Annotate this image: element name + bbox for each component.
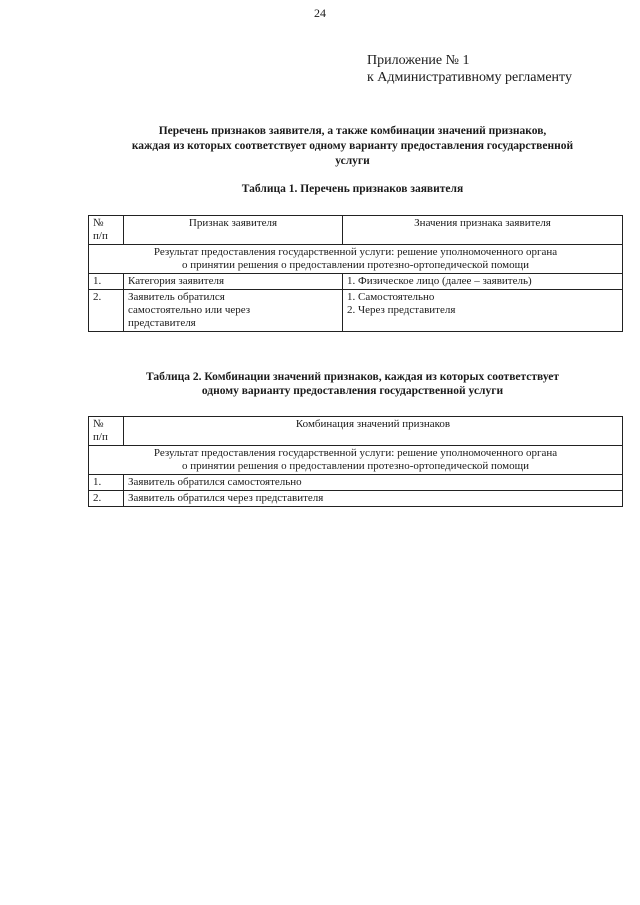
- result-line-2: о принятии решения о предоставлении протезно-ортопедической помощи: [182, 259, 529, 271]
- table1-header-num: [89, 216, 124, 245]
- appendix-line-1: Приложение № 1: [367, 53, 470, 68]
- table1-applicant-attributes: [88, 215, 623, 332]
- row-num: 1.: [89, 475, 124, 491]
- row-combo: Заявитель обратился самостоятельно: [124, 475, 623, 491]
- row-attr-line-3: представителя: [128, 317, 196, 329]
- table1-header-row: [89, 216, 623, 245]
- table2-result-cell: [89, 446, 623, 475]
- table1-header-values: Значения признака заявителя: [343, 216, 623, 245]
- table1-header-attr: Признак заявителя: [124, 216, 343, 245]
- table-row: [89, 475, 623, 491]
- header-num-line-2: п/п: [93, 230, 108, 242]
- table2-caption-line-1: Таблица 2. Комбинации значений признаков, каждая из которых соответствует: [145, 371, 560, 383]
- result-line-1: Результат предоставления государственной услуги: решение уполномоченного органа: [153, 246, 558, 258]
- table-row: [89, 274, 623, 290]
- page-number: 24: [314, 6, 326, 20]
- result-line-1: Результат предоставления государственной услуги: решение уполномоченного органа: [153, 447, 558, 459]
- result-line-2: о принятии решения о предоставлении протезно-ортопедической помощи: [182, 460, 529, 472]
- row-values: [343, 274, 623, 290]
- appendix-line-2: к Административному регламенту: [367, 70, 572, 85]
- header-num-line-1: №: [93, 217, 104, 229]
- row-attr: [124, 290, 343, 332]
- row-value-1: 1. Физическое лицо (далее – заявитель): [347, 275, 532, 287]
- table2-header-row: [89, 417, 623, 446]
- header-num-line-2: п/п: [93, 431, 108, 443]
- title-line-2: каждая из которых соответствует одному варианту предоставления государственной: [131, 140, 574, 152]
- table1-caption: Таблица 1. Перечень признаков заявителя: [241, 183, 464, 195]
- table2-caption-line-2: одному варианту предоставления государственной услуги: [201, 385, 504, 397]
- table2-header-num: [89, 417, 124, 446]
- table2-caption: [80, 370, 625, 398]
- table2-header-combo: Комбинация значений признаков: [124, 417, 623, 446]
- row-combo: Заявитель обратился через представителя: [124, 491, 623, 507]
- title-line-1: Перечень признаков заявителя, а также комбинации значений признаков,: [158, 125, 547, 137]
- table1-result-cell: [89, 245, 623, 274]
- row-attr: Категория заявителя: [124, 274, 343, 290]
- table2-attribute-combinations: [88, 416, 623, 507]
- table-row: [89, 290, 623, 332]
- row-attr-line-1: Заявитель обратился: [128, 291, 225, 303]
- title-line-3: услуги: [335, 155, 370, 167]
- table2-result-row: [89, 446, 623, 475]
- document-title: [80, 124, 625, 169]
- table1-result-row: [89, 245, 623, 274]
- table-row: [89, 491, 623, 507]
- row-attr-line-2: самостоятельно или через: [128, 304, 251, 316]
- row-num: 2.: [89, 491, 124, 507]
- row-value-2: 2. Через представителя: [347, 304, 456, 316]
- appendix-reference: [367, 52, 572, 86]
- row-value-1: 1. Самостоятельно: [347, 291, 435, 303]
- row-num: 2.: [89, 290, 124, 332]
- row-values: [343, 290, 623, 332]
- row-num: 1.: [89, 274, 124, 290]
- header-num-line-1: №: [93, 418, 104, 430]
